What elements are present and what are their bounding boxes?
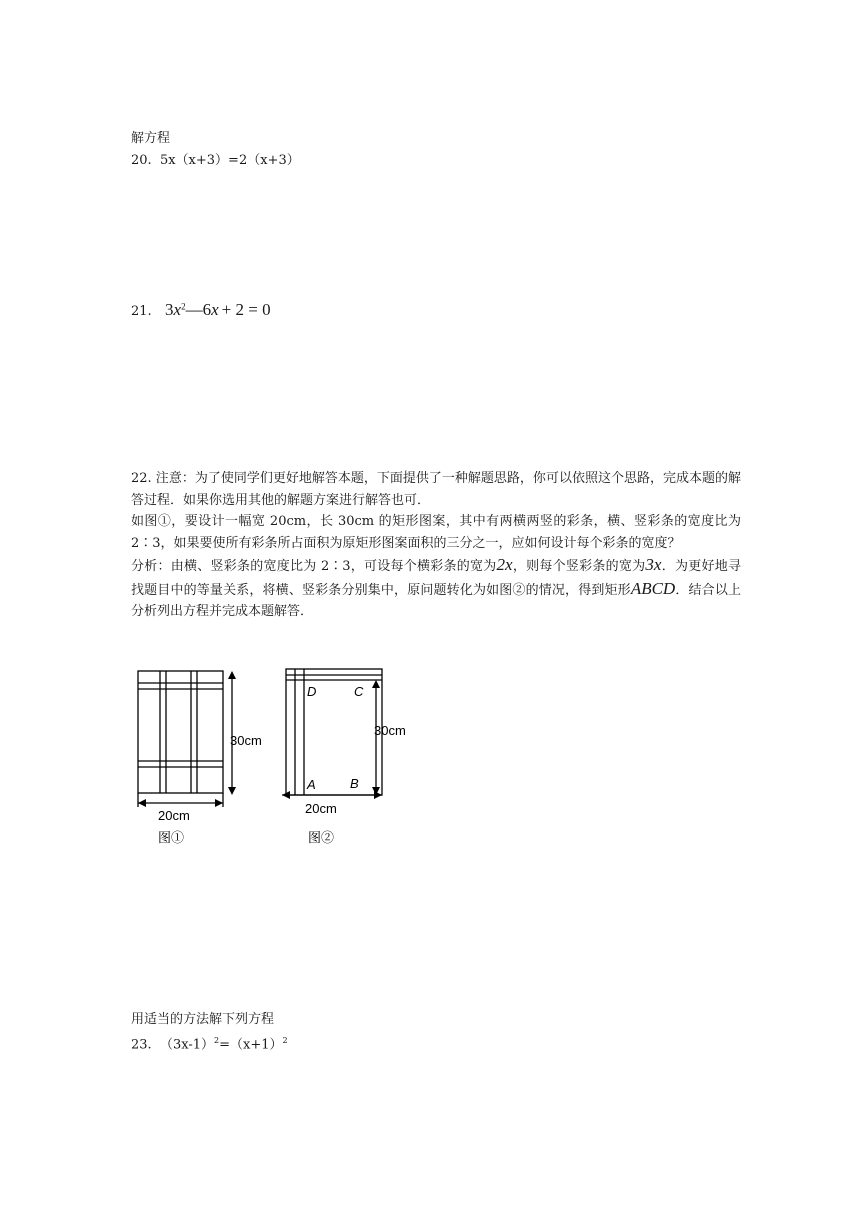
- figure-2-label-a: A: [307, 777, 316, 792]
- figure-2-label-b: B: [350, 776, 359, 791]
- question-22: [131, 468, 741, 623]
- question-23: [131, 1033, 288, 1053]
- question-23-rhs: =（x+1）: [219, 1037, 283, 1053]
- question-20-number: 20.: [131, 153, 152, 168]
- figure-2-rectangle: [286, 669, 382, 795]
- figure-2-label-c: C: [354, 684, 364, 699]
- question-22-analysis: 分析：由横、竖彩条的宽度比为 2∶3，可设每个横彩条的宽为2x，则每个竖彩条的宽为3x．为更好地寻找题目中的等量关系，将横、竖彩条分别集中，原问题转化为如图②的情况，得到矩形ABCD．结合以上分析列出方程并完成本题解答．: [131, 555, 741, 619]
- figure-1-caption: 图①: [158, 830, 185, 845]
- question-21-var2: x: [211, 300, 219, 319]
- question-21-minus: —6: [185, 300, 212, 319]
- figure-1-width-label: 20cm: [158, 808, 190, 823]
- figure-1: [130, 665, 280, 850]
- section-heading-appropriate-method: 用适当的方法解下列方程: [131, 1012, 275, 1027]
- question-23-number: 23.: [131, 1037, 152, 1053]
- figure-1-height-label: 30cm: [230, 733, 262, 748]
- question-21-number: 21.: [131, 304, 152, 319]
- question-20: [131, 153, 300, 169]
- figure-2-width-label: 20cm: [305, 801, 337, 816]
- question-23-exp2: 2: [282, 1036, 288, 1045]
- question-21-exponent: 2: [181, 301, 186, 312]
- question-21-coef: 3: [165, 300, 174, 319]
- question-23-lhs: （3x-1）: [159, 1037, 214, 1053]
- var-3x: 3x: [645, 555, 662, 574]
- question-23-exp1: 2: [214, 1036, 220, 1045]
- question-20-equation: 5x（x+3）=2（x+3）: [159, 153, 300, 168]
- question-21-tail: + 2 = 0: [221, 300, 271, 319]
- rect-abcd: ABCD: [630, 578, 676, 598]
- question-22-note: 22. 注意：为了使同学们更好地解答本题，下面提供了一种解题思路，你可以依照这个思路，完成本题的解答过程．如果你选用其他的解题方案进行解答也可．: [131, 471, 741, 508]
- figure-2-height-label: 30cm: [374, 723, 406, 738]
- figure-2: [278, 665, 428, 850]
- section-heading-solve-equations: 解方程: [131, 131, 171, 146]
- var-2x: 2x: [496, 555, 513, 574]
- figure-2-caption: 图②: [308, 830, 335, 845]
- question-21: [131, 300, 271, 320]
- figure-2-label-d: D: [307, 684, 317, 699]
- question-22-problem: 如图①，要设计一幅宽 20cm，长 30cm 的矩形图案，其中有两横两竖的彩条，横、竖彩条的宽度比为 2∶3，如果要使所有彩条所占面积为原矩形图案面积的三分之一，应如何设计每个彩条的宽度？: [131, 514, 741, 551]
- question-21-var: x: [173, 300, 182, 319]
